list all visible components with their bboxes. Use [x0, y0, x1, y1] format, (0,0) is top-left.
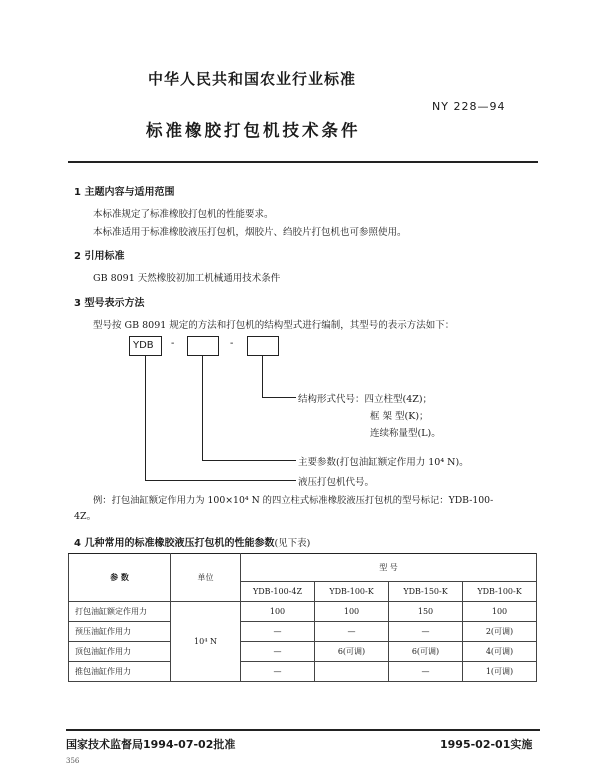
table-cell: 100	[241, 602, 315, 622]
structure-code-label: 结构形式代号：四立柱型(4Z)；	[298, 394, 433, 405]
table-row	[69, 622, 537, 642]
connector-param-vertical	[202, 356, 203, 461]
header-divider	[68, 161, 538, 163]
table-row	[69, 642, 537, 662]
table-row	[69, 602, 537, 622]
model-box-main-param	[187, 336, 219, 356]
section-3-heading: 3 型号表示方法	[74, 298, 145, 309]
connector-param-horizontal	[202, 460, 296, 461]
model-name: YDB-100-K	[315, 582, 389, 602]
product-code-label: 液压打包机代号。	[298, 477, 375, 488]
table-cell: 2(可调)	[463, 622, 537, 642]
model-box-product-code	[129, 336, 162, 356]
table-cell: —	[389, 622, 463, 642]
section-1-heading: 1 主题内容与适用范围	[74, 187, 175, 198]
section-4-heading-row	[74, 531, 310, 550]
section-4-heading: 4 几种常用的标准橡胶液压打包机的性能参数	[74, 538, 275, 549]
model-dash-1: -	[171, 338, 175, 349]
row-param-name: 打包油缸额定作用力	[69, 602, 171, 622]
table-cell: —	[315, 622, 389, 642]
model-intro-text: 型号按 GB 8091 规定的方法和打包机的结构型式进行编制，其型号的表示方法如下：	[93, 320, 455, 331]
table-cell: 4(可调)	[463, 642, 537, 662]
table-cell: —	[389, 662, 463, 682]
model-name: YDB-100-K	[463, 582, 537, 602]
page-number: 356	[66, 757, 80, 765]
section-1-paragraph-1: 本标准规定了标准橡胶打包机的性能要求。	[93, 209, 274, 220]
main-parameter-label: 主要参数(打包油缸额定作用力 10⁴ N)。	[298, 457, 469, 468]
structure-continuous-type: 连续称量型(L)。	[370, 428, 441, 439]
table-cell: —	[241, 662, 315, 682]
connector-structure-horizontal	[262, 397, 296, 398]
connector-product-vertical	[145, 356, 146, 481]
standard-code: NY 228—94	[432, 100, 506, 113]
row-param-name: 推包油缸作用力	[69, 662, 171, 682]
connector-product-horizontal	[145, 480, 296, 481]
table-cell: —	[241, 642, 315, 662]
example-line-1: 例：打包油缸额定作用力为 100×10⁴ N 的四立柱式标准橡胶液压打包机的型号标记：YDB-100-	[93, 495, 494, 506]
table-cell: 6(可调)	[389, 642, 463, 662]
row-param-name: 预压油缸作用力	[69, 622, 171, 642]
effective-date-text: 1995-02-01实施	[440, 738, 533, 751]
reference-standard: GB 8091 天然橡胶初加工机械通用技术条件	[93, 273, 281, 284]
table-cell: 100	[315, 602, 389, 622]
param-header: 参 数	[69, 554, 171, 602]
model-name: YDB-150-K	[389, 582, 463, 602]
table-cell	[315, 662, 389, 682]
model-header: 型 号	[241, 554, 537, 582]
table-header-row	[69, 554, 537, 582]
table-cell: 1(可调)	[463, 662, 537, 682]
footer-divider	[66, 729, 540, 731]
model-dash-2: -	[230, 338, 234, 349]
section-2-heading: 2 引用标准	[74, 251, 125, 262]
table-cell: 100	[463, 602, 537, 622]
section-4-heading-suffix: (见下表)	[274, 538, 311, 549]
table-row	[69, 662, 537, 682]
model-name: YDB-100-4Z	[241, 582, 315, 602]
table-cell: 6(可调)	[315, 642, 389, 662]
section-1-paragraph-2: 本标准适用于标准橡胶液压打包机，烟胶片、绉胶片打包机也可参照使用。	[93, 227, 407, 238]
model-box-structure	[247, 336, 279, 356]
table-cell: —	[241, 622, 315, 642]
connector-structure-vertical	[262, 356, 263, 398]
unit-value: 10⁴ N	[171, 602, 241, 682]
model-box-label: YDB	[133, 340, 154, 351]
table-cell: 150	[389, 602, 463, 622]
row-param-name: 顶包油缸作用力	[69, 642, 171, 662]
approval-text: 国家技术监督局1994-07-02批准	[66, 738, 236, 751]
org-title: 中华人民共和国农业行业标准	[148, 70, 357, 88]
structure-frame-type: 框 架 型(K)；	[370, 411, 429, 422]
performance-table	[68, 553, 537, 682]
example-line-2: 4Z。	[74, 511, 97, 522]
unit-header: 单位	[171, 554, 241, 602]
document-title: 标准橡胶打包机技术条件	[146, 121, 361, 140]
